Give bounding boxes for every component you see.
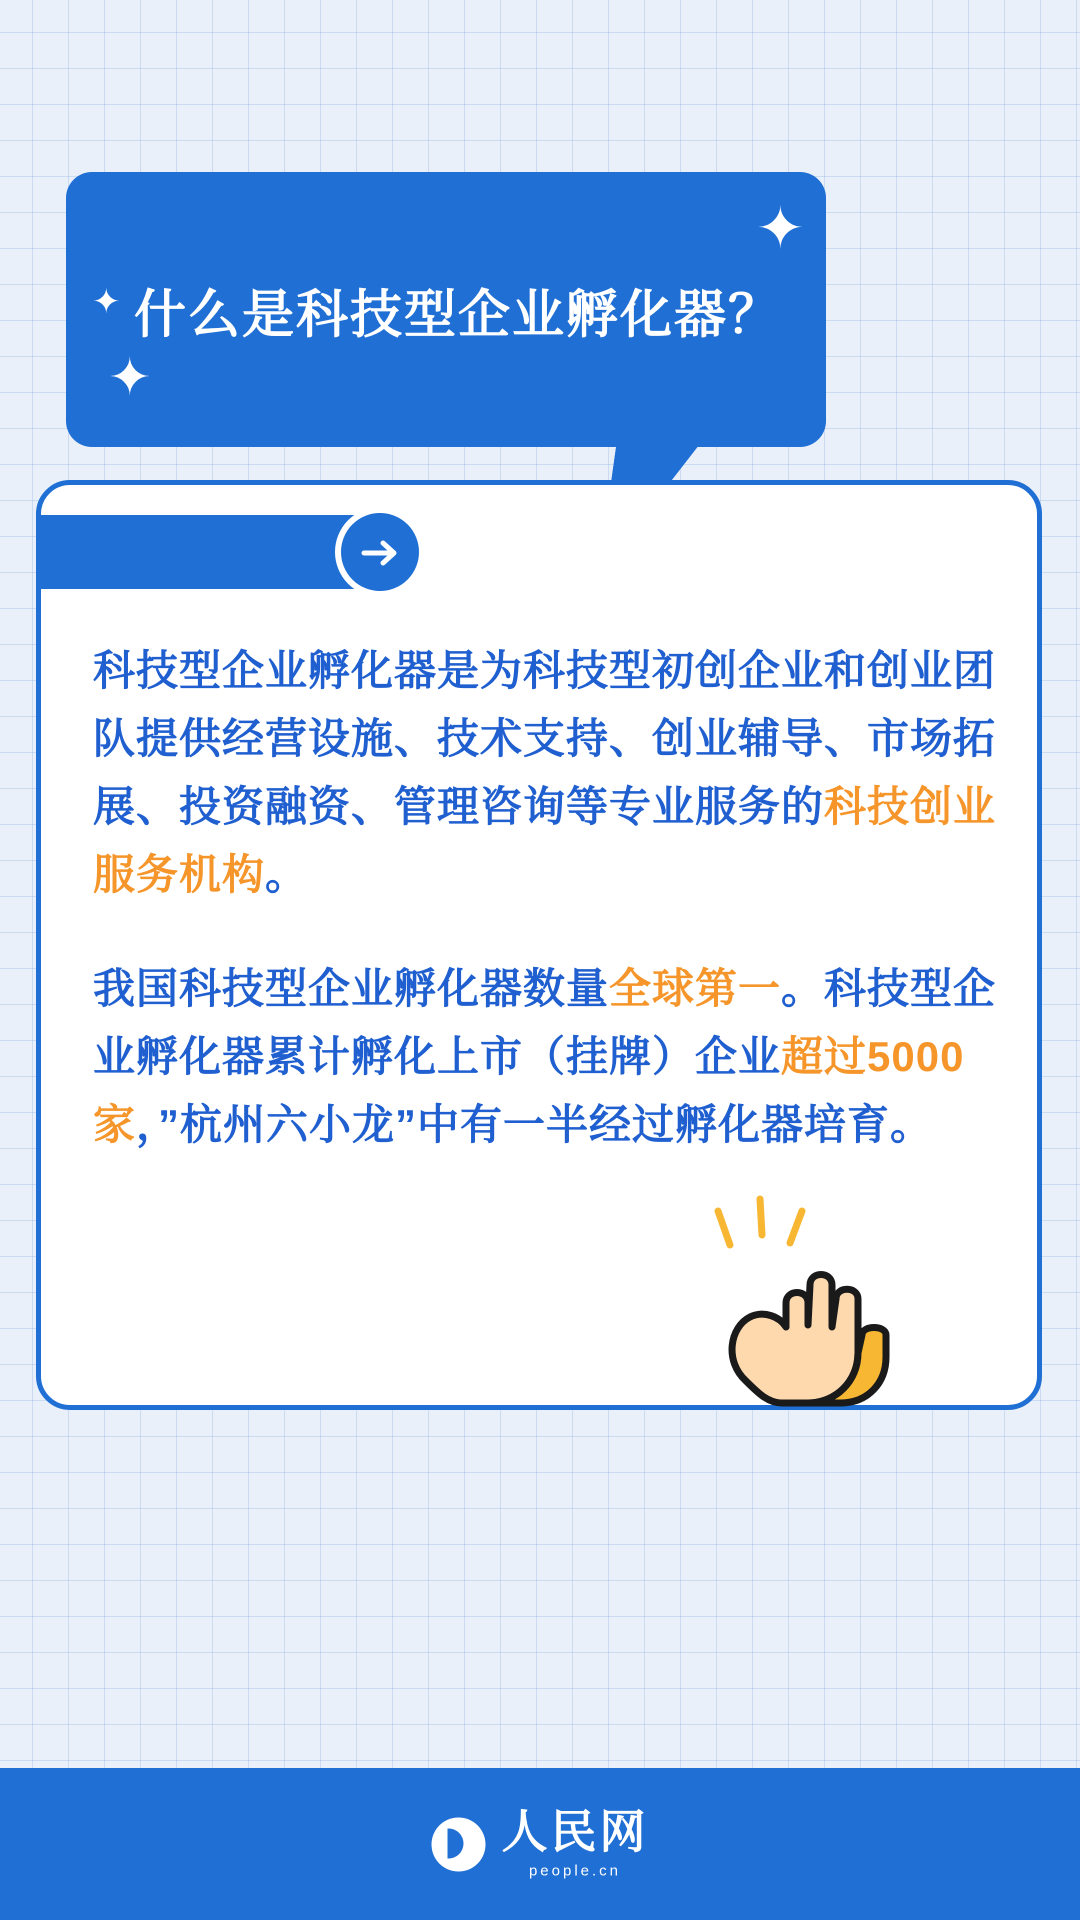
paragraph-1 [93, 637, 997, 909]
paragraph-2-segment-5: ，”杭州六小龙”中有一半经过孵化器培育。 [136, 1101, 934, 1149]
sparkle-icon: ✦ [92, 283, 121, 321]
paragraph-2-segment-3: 。科技型企业孵化器累计孵化上市（挂牌）企业 [93, 965, 997, 1081]
paragraph-2 [93, 955, 997, 1159]
body-text [93, 637, 997, 1159]
arrow-right-icon [335, 507, 425, 597]
paragraph-2-highlight-2: 超过5000家 [93, 1033, 965, 1149]
footer-domain: people.cn [528, 1862, 622, 1880]
paragraph-1-segment-1: 科技型企业孵化器是为科技型初创企业和创业团队提供经营设施、技术支持、创业辅导、市场拓展、投资融资、管理咨询等专业服务的 [93, 647, 997, 831]
paragraph-2-segment-1: 我国科技型企业孵化器数量 [93, 965, 610, 1013]
paragraph-1-segment-3: 。 [265, 851, 309, 899]
paragraph-2-highlight-1: 全球第一 [609, 965, 782, 1013]
page-title: 什么是科技型企业孵化器？ [133, 286, 782, 344]
title-speech-bubble [66, 172, 826, 447]
footer-brand: 人民网 [501, 1805, 649, 1858]
sparkle-icon: ✦ [108, 349, 152, 407]
footer-bar [0, 1768, 1080, 1920]
pointing-hand-icon [690, 1185, 940, 1435]
sparkle-icon: ✦ [756, 196, 805, 261]
paragraph-1-highlight: 科技创业服务机构 [93, 783, 997, 899]
logo-mark-icon [432, 1817, 486, 1871]
people-cn-logo-icon [432, 1805, 649, 1880]
